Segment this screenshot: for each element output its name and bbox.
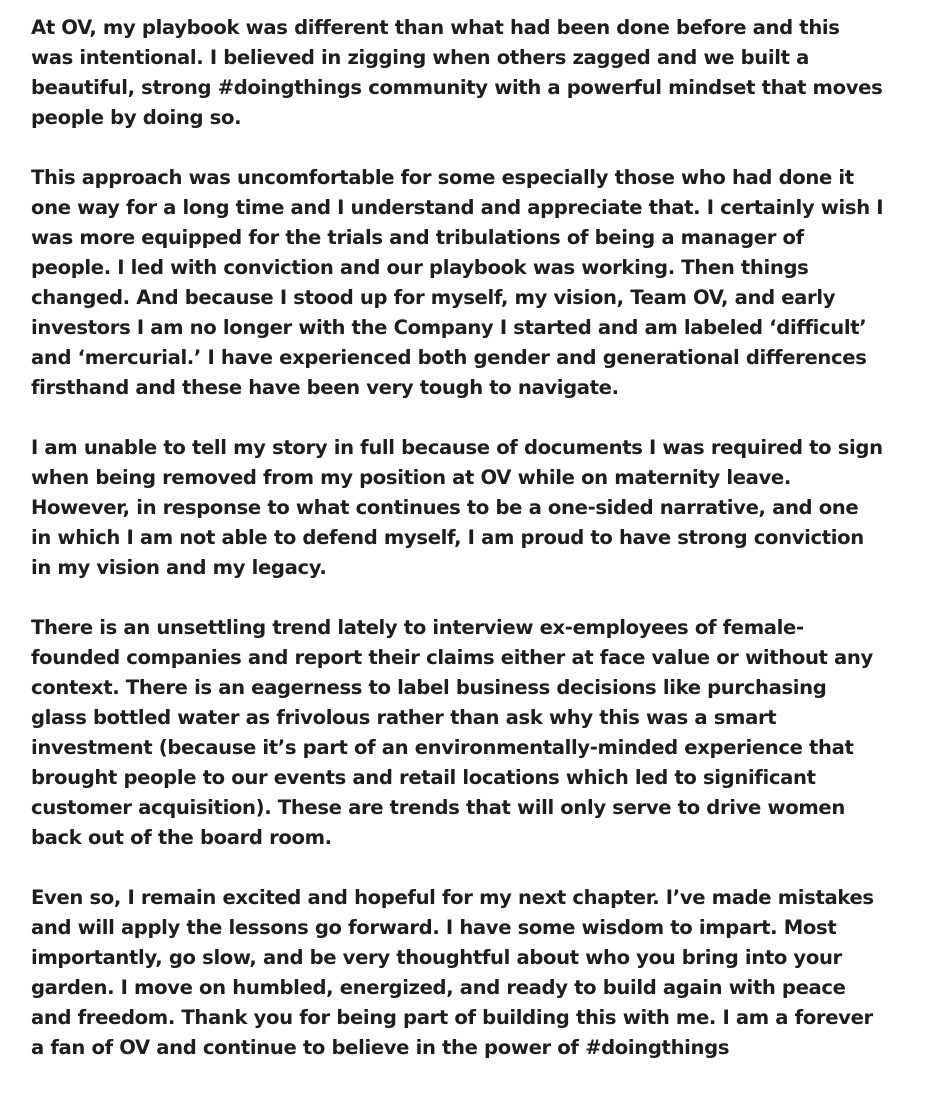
text-line: founded companies and report their claims either at face value or without any <box>31 646 873 669</box>
paragraph-3 <box>31 433 921 583</box>
text-line: beautiful, strong #doingthings community with a powerful mindset that moves <box>31 76 883 99</box>
text-line: At OV, my playbook was different than what had been done before and this <box>31 16 840 39</box>
paragraph-5 <box>31 883 921 1063</box>
statement-document <box>31 13 921 1063</box>
text-line: a fan of OV and continue to believe in the power of #doingthings <box>31 1036 730 1059</box>
text-line: back out of the board room. <box>31 826 332 849</box>
paragraph-spacer <box>31 403 921 433</box>
paragraph-spacer <box>31 853 921 883</box>
text-line: investors I am no longer with the Company I started and am labeled ‘difficult’ <box>31 316 867 339</box>
text-line: one way for a long time and I understand and appreciate that. I certainly wish I <box>31 196 884 219</box>
text-line: This approach was uncomfortable for some especially those who had done it <box>31 166 854 189</box>
text-line: and ‘mercurial.’ I have experienced both gender and generational differences <box>31 346 867 369</box>
text-line: context. There is an eagerness to label business decisions like purchasing <box>31 676 827 699</box>
text-line: Even so, I remain excited and hopeful for my next chapter. I’ve made mistakes <box>31 886 874 909</box>
text-line: people. I led with conviction and our playbook was working. Then things <box>31 256 809 279</box>
text-line: firsthand and these have been very tough to navigate. <box>31 376 619 399</box>
text-line: was intentional. I believed in zigging when others zagged and we built a <box>31 46 809 69</box>
text-line: was more equipped for the trials and tribulations of being a manager of <box>31 226 804 249</box>
text-line: garden. I move on humbled, energized, and ready to build again with peace <box>31 976 846 999</box>
paragraph-1 <box>31 13 921 133</box>
text-line: glass bottled water as frivolous rather than ask why this was a smart <box>31 706 777 729</box>
text-line: investment (because it’s part of an environmentally-minded experience that <box>31 736 854 759</box>
text-line: in my vision and my legacy. <box>31 556 327 579</box>
text-line: and freedom. Thank you for being part of building this with me. I am a forever <box>31 1006 873 1029</box>
text-line: I am unable to tell my story in full because of documents I was required to sign <box>31 436 883 459</box>
text-line: There is an unsettling trend lately to interview ex-employees of female- <box>31 616 804 639</box>
text-line: and will apply the lessons go forward. I have some wisdom to impart. Most <box>31 916 837 939</box>
text-line: importantly, go slow, and be very thoughtful about who you bring into your <box>31 946 842 969</box>
paragraph-4 <box>31 613 921 853</box>
text-line: in which I am not able to defend myself, I am proud to have strong conviction <box>31 526 864 549</box>
text-line: when being removed from my position at OV while on maternity leave. <box>31 466 791 489</box>
text-line: people by doing so. <box>31 106 242 129</box>
text-line: brought people to our events and retail locations which led to significant <box>31 766 816 789</box>
paragraph-2 <box>31 163 921 403</box>
paragraph-spacer <box>31 583 921 613</box>
text-line: However, in response to what continues to be a one-sided narrative, and one <box>31 496 859 519</box>
text-line: changed. And because I stood up for myself, my vision, Team OV, and early <box>31 286 836 309</box>
text-line: customer acquisition). These are trends that will only serve to drive women <box>31 796 845 819</box>
paragraph-spacer <box>31 133 921 163</box>
